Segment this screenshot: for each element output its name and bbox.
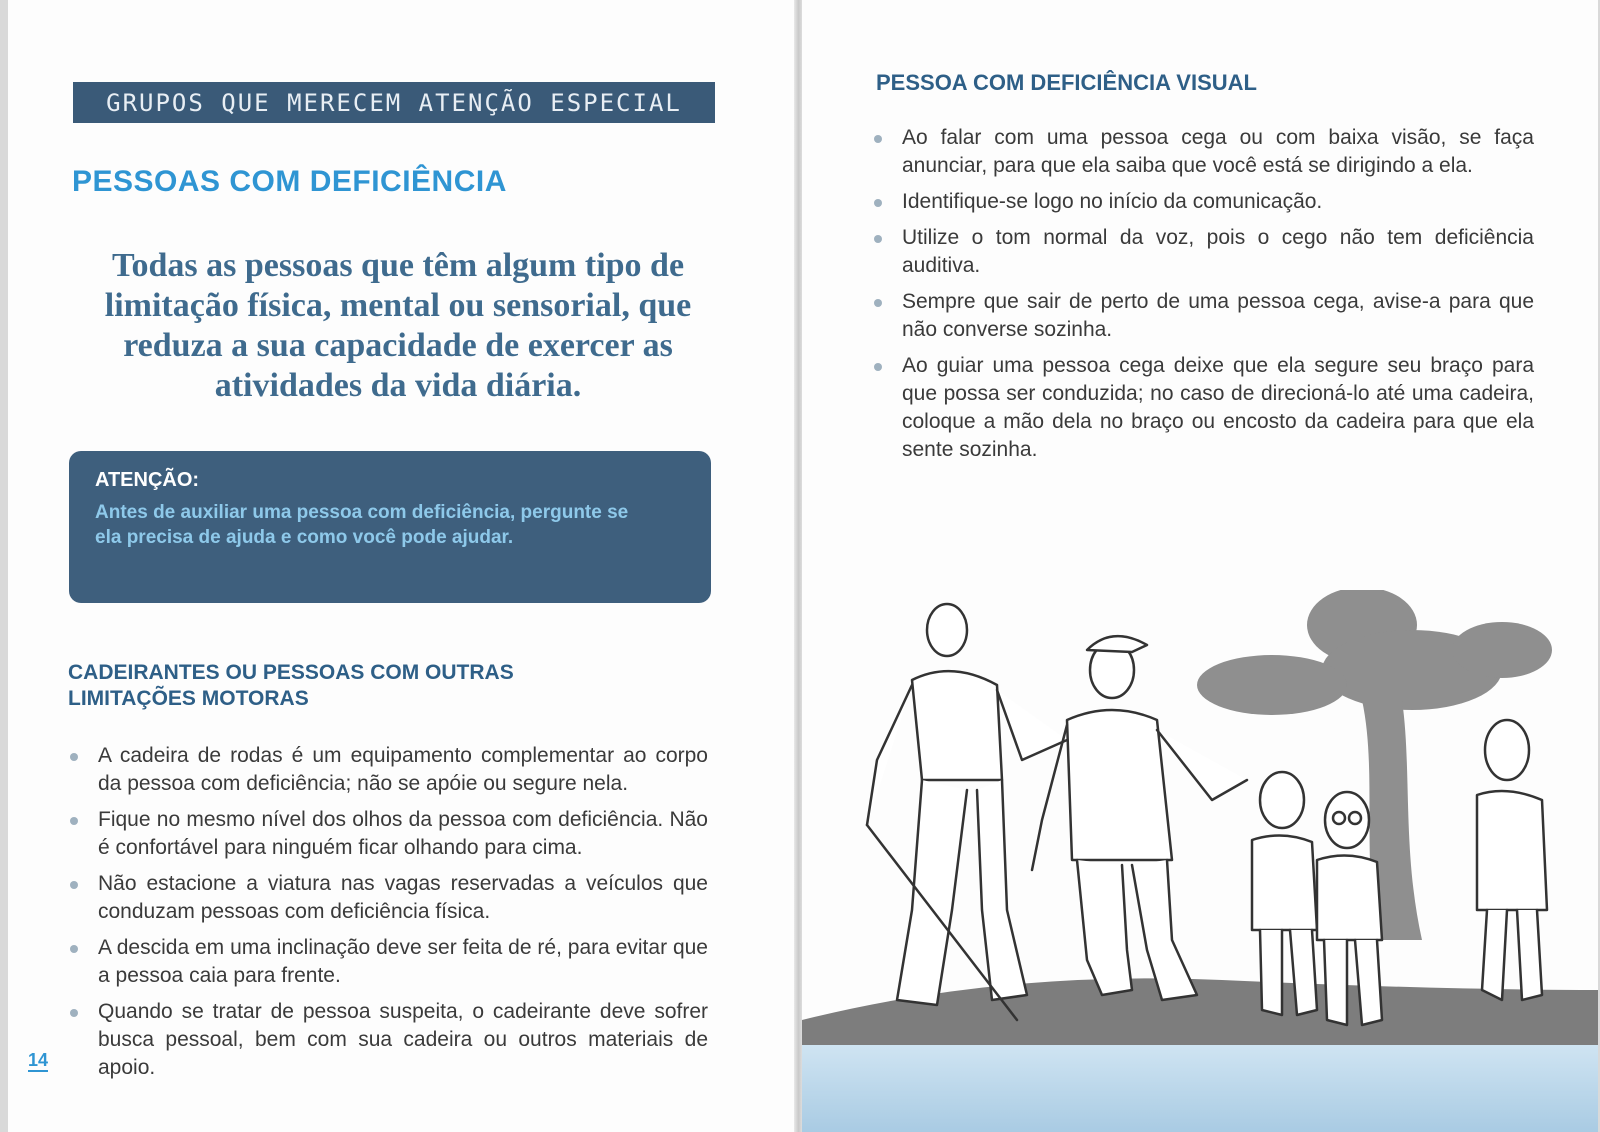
right-page [802,0,1598,1132]
list-item-text: A cadeira de rodas é um equipamento complementar ao corpo da pessoa com deficiência; não se apóie ou segure nela. [98,744,708,795]
left-page [8,0,796,1132]
bullet-icon [874,363,882,371]
list-item-text: Fique no mesmo nível dos olhos da pessoa com deficiência. Não é confortável para ninguém ficar olhando para cima. [98,808,708,859]
list-item [872,188,1534,216]
section-banner: GRUPOS QUE MERECEM ATENÇÃO ESPECIAL [73,82,715,123]
list-item [872,352,1534,464]
definition-text: Todas as pessoas que têm algum tipo de limitação física, mental ou sensorial, que reduza a sua capacidade de exercer as atividades da vida diária. [104,247,692,404]
bullet-icon [70,881,78,889]
bullet-icon [874,199,882,207]
list-item [872,224,1534,280]
attention-title: ATENÇÃO: [95,469,200,491]
bullet-icon [874,299,882,307]
bullet-icon [874,135,882,143]
list-item-text: Quando se tratar de pessoa suspeita, o cadeirante deve sofrer busca pessoal, bem com sua cadeira ou outros materiais de apoio. [98,1000,708,1079]
subsection-title: CADEIRANTES OU PESSOAS COM OUTRAS LIMITAÇÕES MOTORAS [68,661,514,710]
list-item [68,870,708,926]
cartoon-police-officer-guiding-blind-man-with-children-icon [802,590,1598,1132]
list-item [68,934,708,990]
attention-text: Antes de auxiliar uma pessoa com deficiência, pergunte se ela precisa de ajuda e como você pode ajudar. [95,502,629,548]
visual-impairment-tips-list [872,124,1534,472]
bullet-icon [70,1009,78,1017]
list-item-text: Não estacione a viatura nas vagas reservadas a veículos que conduzam pessoas com deficiência física. [98,872,708,923]
list-item-text: Identifique-se logo no início da comunicação. [902,190,1323,213]
bullet-icon [70,945,78,953]
bullet-icon [874,235,882,243]
section-title: PESSOAS COM DEFICIÊNCIA [72,165,507,198]
list-item-text: Sempre que sair de perto de uma pessoa cega, avise-a para que não converse sozinha. [902,290,1534,341]
list-item-text: Ao guiar uma pessoa cega deixe que ela segure seu braço para que possa ser conduzida; no caso de direcioná-lo até uma cadeira, coloque a mão dela no braço ou encosto da cadeira para que ela sente sozinha. [902,354,1534,461]
list-item-text: Ao falar com uma pessoa cega ou com baixa visão, se faça anunciar, para que ela saiba que você está se dirigindo a ela. [902,126,1534,177]
list-item [68,998,708,1082]
list-item-text: A descida em uma inclinação deve ser feita de ré, para evitar que a pessoa caia para frente. [98,936,708,987]
page-number: 14 [28,1050,49,1070]
bullet-icon [70,817,78,825]
list-item [872,124,1534,180]
list-item [872,288,1534,344]
list-item-text: Utilize o tom normal da voz, pois o cego não tem deficiência auditiva. [902,226,1534,277]
right-section-title: PESSOA COM DEFICIÊNCIA VISUAL [876,70,1257,95]
list-item [68,806,708,862]
wheelchair-tips-list [68,742,708,1090]
list-item [68,742,708,798]
attention-box [69,451,711,603]
bullet-icon [70,753,78,761]
